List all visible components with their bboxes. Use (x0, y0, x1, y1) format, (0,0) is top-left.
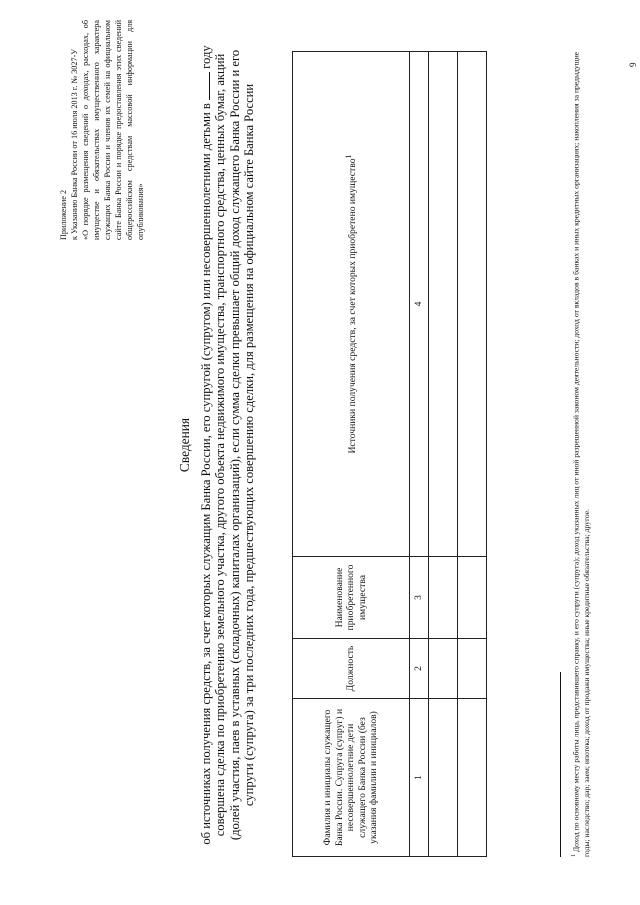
column-number: 3 (410, 557, 429, 639)
header-cell-name: Фамилия и инициалы служащего Банка России. Супруга (супруг) и несовершеннолетние дети служащего Банка России (без указания фамилии и инициалов) (293, 699, 410, 857)
appendix-line: к Указанию Банка России от 16 июля 2013 г. № 3027-У (70, 48, 79, 240)
table-row (458, 52, 487, 857)
document-heading (178, 45, 257, 845)
header-cell-position: Должность (293, 639, 410, 699)
table-cell (429, 52, 458, 557)
page-number: 9 (628, 62, 638, 67)
footnote-divider (560, 672, 561, 857)
column-number: 1 (410, 699, 429, 857)
footnote-text: Доход по основному месту работы лица, представившего справку, и его супруги (супруга); доход указанных лиц от иной разрешенной законом деятельности; доход от вкладов в банках и иных кредитных организациях; накопления за предыдущие годы; наследство; дар; заем; ипотека; доход от продажи имущества; иные кредитные обязательства; другое. (571, 52, 591, 857)
table-cell (429, 699, 458, 857)
header-cell-property: Наименование приобретенного имущества (293, 557, 410, 639)
subtitle-part-2: году совершена сделка по приобретению земельного участка, другого объекта недвижимого имущества, транспортного средства, ценных бумаг, акций (долей участия, паев в уставных (складочных) капиталах организаций), если сумма сделки превышает общий доход служащего Банка России и его супруги (супруга) за три последних года, предшествующих совершению сделки, для размещения на официальном сайте Банка России (198, 45, 257, 841)
footnote (569, 52, 592, 857)
subtitle-part-1: об источниках получения средств, за счет которых служащим Банка России, его супругой (супругом) или несовершеннолетними детьми в (198, 103, 213, 845)
document-subtitle (199, 45, 257, 845)
footnote-mark: 1 (571, 854, 577, 857)
table-cell (458, 699, 487, 857)
data-table-wrapper (292, 52, 487, 857)
header-cell-sources (293, 52, 410, 557)
table-cell (429, 557, 458, 639)
table-header-row (293, 52, 410, 857)
appendix-line: «О порядке размещения сведений о доходах, расходах, об имуществе и обязательствах имущественного характера служащих Банка России и членов их семей на официальном сайте Банка России и порядке предоставления этих сведений общероссийским средствам массовой информации для опубликования» (81, 20, 145, 240)
year-blank (199, 72, 210, 100)
document-title: Сведения (177, 417, 192, 473)
table-cell (458, 557, 487, 639)
appendix-note (58, 20, 146, 240)
table-number-row (410, 52, 429, 857)
table-cell (458, 639, 487, 699)
column-number: 2 (410, 639, 429, 699)
appendix-line: Приложение 2 (59, 189, 68, 240)
footnote-ref: 1 (344, 154, 354, 159)
table-cell (458, 52, 487, 557)
table-row (429, 52, 458, 857)
table-cell (429, 639, 458, 699)
data-table (292, 51, 487, 857)
header-sources-text: Источники получения средств, за счет которых приобретено имущество (347, 158, 359, 454)
column-number: 4 (410, 52, 429, 557)
